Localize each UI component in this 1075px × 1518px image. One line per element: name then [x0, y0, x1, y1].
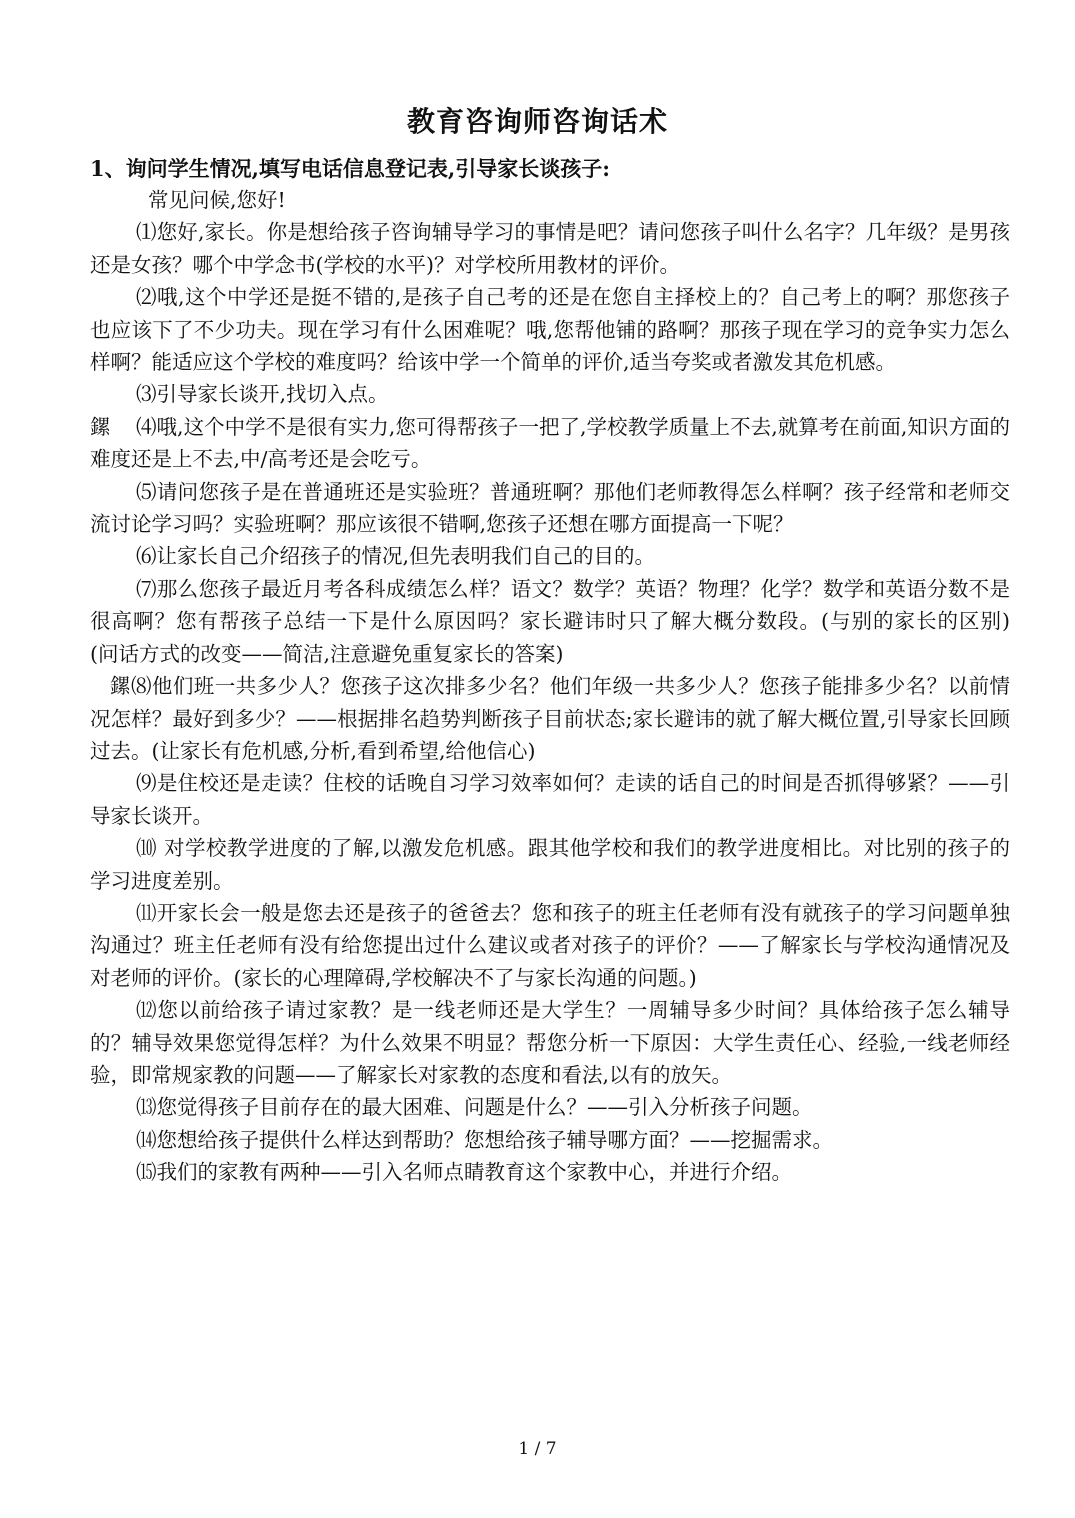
greeting-line: 常见问候,您好! — [148, 188, 286, 212]
paragraph-8 — [90, 670, 1010, 767]
paragraph-2: ⑵哦,这个中学还是挺不错的,是孩子自己考的还是在您自主择校上的？自己考上的啊？那您孩子也应该下了不少功夫。现在学习有什么困难呢？哦,您帮他铺的路啊？那孩子现在学习的竞争实力怎么样啊？能适应这个学校的难度吗？给该中学一个简单的评价,适当夸奖或者激发其危机感。 — [90, 285, 1010, 375]
paragraph-15: ⒂我们的家教有两种——引入名师点睛教育这个家教中心，并进行介绍。 — [136, 1160, 792, 1185]
document-body — [90, 184, 1031, 1189]
section-heading: 1、询问学生情况,填写电话信息登记表,引导家长谈孩子: — [90, 156, 610, 181]
margin-mark: 鏍 — [110, 674, 131, 699]
paragraph-8-text: ⑻他们班一共多少人？您孩子这次排多少名？他们年级一共多少人？您孩子能排多少名？以前情况怎样？最好到多少？——根据排名趋势判断孩子目前状态;家长避讳的就了解大概位置,引导家长回顾过去。(让家长有危机感,分析,看到希望,给他信心) — [90, 674, 1011, 763]
paragraph-1: ⑴您好,家长。你是想给孩子咨询辅导学习的事情是吧？请问您孩子叫什么名字？几年级？是男孩还是女孩？哪个中学念书(学校的水平)？对学校所用教材的评价。 — [90, 220, 1010, 277]
paragraph-7: ⑺那么您孩子最近月考各科成绩怎么样？语文？数学？英语？物理？化学？数学和英语分数不是很高啊？您有帮孩子总结一下是什么原因吗？家长避讳时只了解大概分数段。(与别的家长的区别) (问话方式的改变——简洁,注意避免重复家长的答案) — [90, 576, 1031, 666]
paragraph-6: ⑹让家长自己介绍孩子的情况,但先表明我们自己的目的。 — [136, 544, 656, 569]
paragraph-12: ⑿您以前给孩子请过家教？是一线老师还是大学生？一周辅导多少时间？具体给孩子怎么辅导的？辅导效果您觉得怎样？为什么效果不明显？帮您分析一下原因：大学生责任心、经验,一线老师经验，即常规家教的问题——了解家长对家教的态度和看法,以有的放矢。 — [90, 998, 1010, 1087]
paragraph-4 — [90, 411, 1010, 476]
paragraph-5: ⑸请问您孩子是在普通班还是实验班？普通班啊？那他们老师教得怎么样啊？孩子经常和老师交流讨论学习吗？实验班啊？那应该很不错啊,您孩子还想在哪方面提高一下呢？ — [90, 479, 1010, 537]
paragraph-14: ⒁您想给孩子提供什么样达到帮助？您想给孩子辅导哪方面？——挖掘需求。 — [136, 1127, 833, 1152]
paragraph-3: ⑶引导家长谈开,找切入点。 — [136, 382, 389, 407]
margin-mark: 鏍 — [90, 414, 111, 439]
paragraph-9: ⑼是住校还是走读？住校的话晚自习学习效率如何？走读的话自己的时间是否抓得够紧？——引导家长谈开。 — [90, 771, 1010, 828]
document-title: 教育咨询师咨询话术 — [406, 105, 668, 138]
paragraph-13: ⒀您觉得孩子目前存在的最大困难、问题是什么？——引入分析孩子问题。 — [136, 1095, 813, 1120]
paragraph-11: ⑾开家长会一般是您去还是孩子的爸爸去？您和孩子的班主任老师有没有就孩子的学习问题单独沟通过？班主任老师有没有给您提出过什么建议或者对孩子的评价？——了解家长与学校沟通情况及对老师的评价。(家长的心理障碍,学校解决不了与家长沟通的问题。) — [90, 900, 1010, 990]
paragraph-10: ⑽ 对学校教学进度的了解,以激发危机感。跟其他学校和我们的教学进度相比。对比别的孩子的学习进度差别。 — [90, 836, 1010, 893]
paragraph-4-text: ⑷哦,这个中学不是很有实力,您可得帮孩子一把了,学校教学质量上不去,就算考在前面,知识方面的难度还是上不去,中/高考还是会吃亏。 — [90, 414, 1010, 472]
page-number: 1 / 7 — [518, 1439, 557, 1459]
